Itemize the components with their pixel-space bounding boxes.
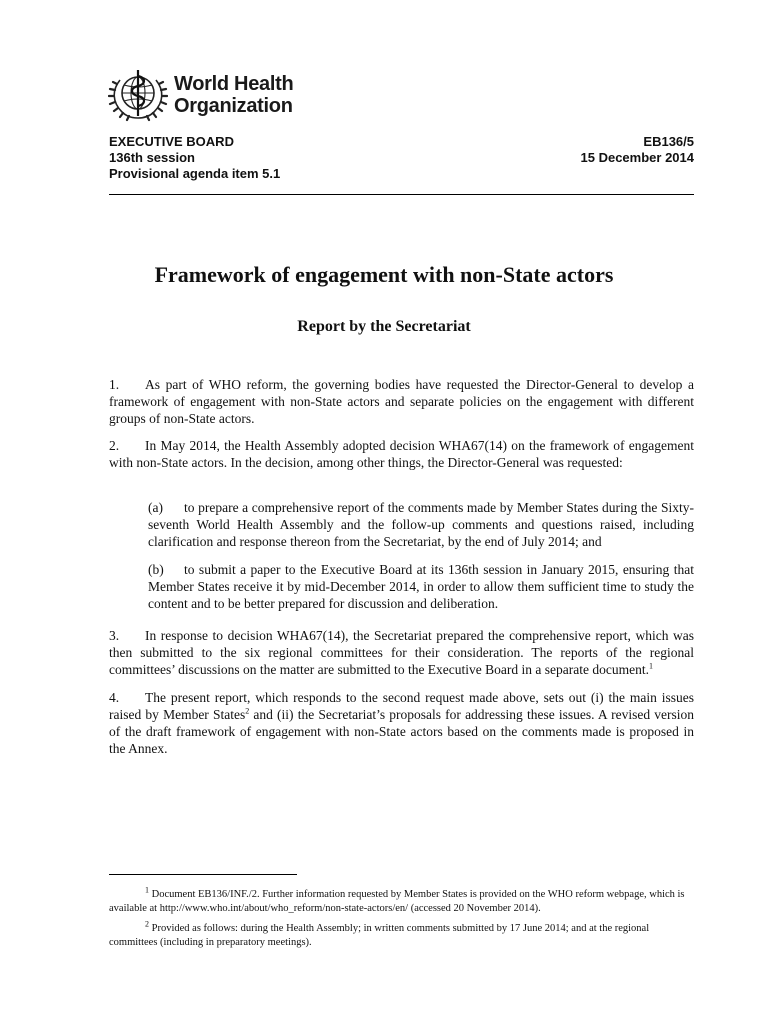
- session: 136th session: [109, 150, 195, 165]
- paragraph-number: 1.: [109, 377, 120, 392]
- footnote-divider: [109, 874, 297, 875]
- paragraph-1: [109, 376, 694, 427]
- footnote-ref: 2: [245, 706, 250, 716]
- paragraph-3: [109, 627, 694, 678]
- footnote-mark: 1: [145, 885, 149, 895]
- footnote-mark: 2: [145, 919, 149, 929]
- footnote-text: Document EB136/INF./2. Further information requested by Member States is provided on the WHO reform webpage, which is available at http://www.who.int/about/who_reform/non-state-actors/en/ (accessed 20 November 2014).: [109, 889, 685, 914]
- footnote-2: [109, 919, 694, 950]
- paragraph-text: As part of WHO reform, the governing bodies have requested the Director-General to develop a framework of engagement with non-State actors and separate policies on the engagement with different groups of non-State actors.: [109, 377, 694, 426]
- document-subtitle: Report by the Secretariat: [297, 318, 471, 335]
- header-divider: [109, 194, 694, 195]
- doc-date: 15 December 2014: [580, 150, 694, 165]
- footnote-ref: 1: [648, 661, 653, 671]
- org-name-line2: Organization: [174, 95, 293, 117]
- paragraph-number: 2.: [109, 438, 120, 453]
- document-title: Framework of engagement with non-State actors: [154, 262, 614, 287]
- footnote-1: [109, 885, 694, 916]
- subparagraph-label: (a): [148, 500, 163, 515]
- paragraph-text: In May 2014, the Health Assembly adopted decision WHA67(14) on the framework of engagement with non-State actors. In the decision, among other things, the Director-General was requested:: [109, 438, 694, 470]
- paragraph-text: In response to decision WHA67(14), the Secretariat prepared the comprehensive report, which was then submitted to the six regional committees for their consideration. The reports of the regional committees’ discussions on the matter are submitted to the Executive Board in a separate document.: [109, 628, 694, 677]
- paragraph-2: [109, 437, 694, 471]
- doc-number: EB136/5: [643, 134, 694, 149]
- who-logo: [108, 66, 308, 124]
- paragraph-4: [109, 689, 694, 757]
- agenda-item: Provisional agenda item 5.1: [109, 166, 281, 181]
- paragraph-number: 4.: [109, 690, 120, 705]
- subparagraph-b: [148, 561, 694, 612]
- paragraph-number: 3.: [109, 628, 120, 643]
- subparagraph-a: [148, 499, 694, 550]
- footnote-text: Provided as follows: during the Health Assembly; in written comments submitted by 17 June 2014; and at the regional committees (including in preparatory meetings).: [109, 923, 650, 948]
- header-right: [581, 134, 694, 166]
- who-emblem-icon: [108, 66, 168, 124]
- subparagraph-label: (b): [148, 562, 164, 577]
- subparagraph-text: to prepare a comprehensive report of the comments made by Member States during the Sixty-seventh World Health Assembly and the follow-up comments and questions raised, including clarification and response thereon from the Secretariat, by the end of July 2014; and: [148, 500, 694, 549]
- paragraph-text: and (ii) the Secretariat’s proposals for addressing these issues. A revised version of the draft framework of engagement with non-State actors based on the comments made is proposed in the Annex.: [109, 707, 694, 756]
- header-left: [109, 134, 280, 182]
- paragraph-text: The present report, which responds to the second request made above, sets out (i) the main issues raised by Member States: [109, 690, 694, 722]
- org-name-line1: World Health: [174, 73, 294, 95]
- board-name: EXECUTIVE BOARD: [109, 134, 234, 149]
- subparagraph-text: to submit a paper to the Executive Board at its 136th session in January 2015, ensuring that Member States receive it by mid-December 2014, in order to allow them sufficient time to study the content and to be better prepared for discussion and deliberation.: [148, 562, 694, 611]
